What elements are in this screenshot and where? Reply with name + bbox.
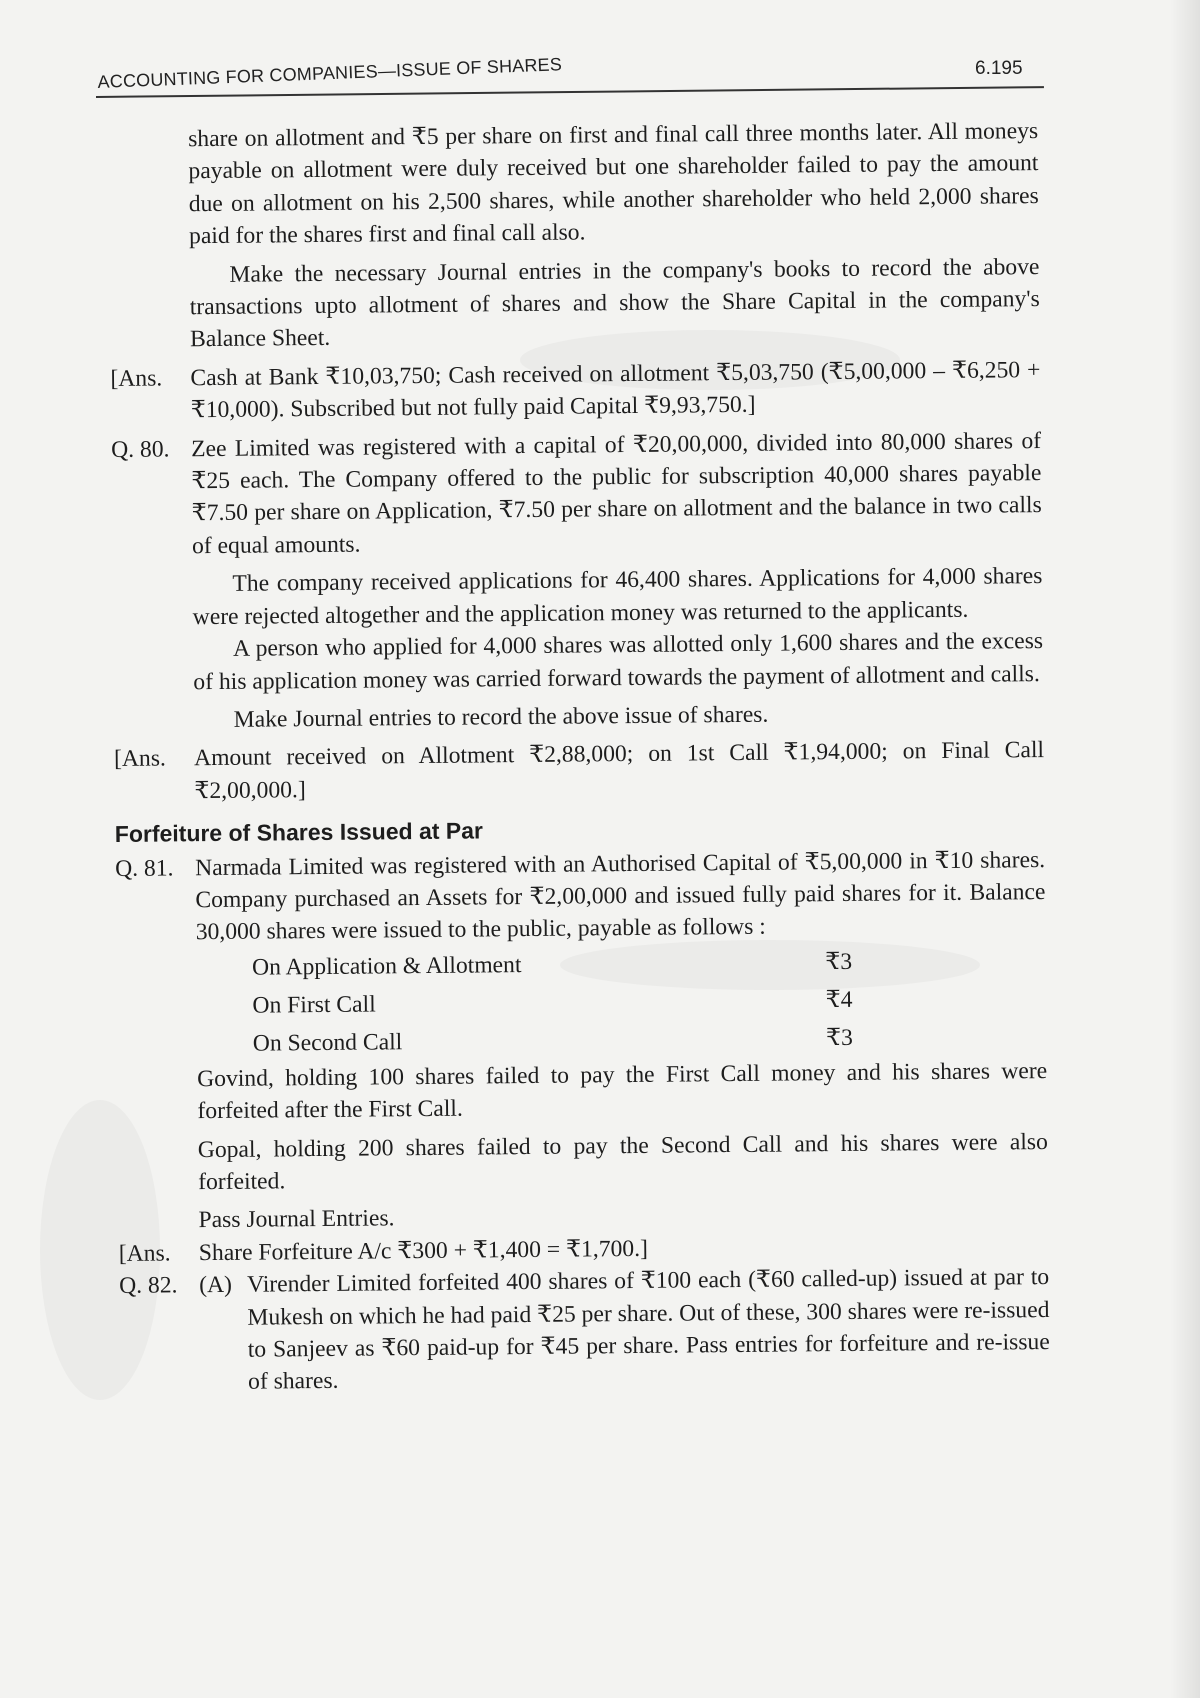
page-number: 6.195 (975, 58, 1023, 79)
sub-question-text: Virender Limited forfeited 400 shares of ₹100 each (₹60 called-up) issued at par to Mukesh on which he had paid ₹25 per share. Out of these, 300 shares were re-issued to Sanjeev as ₹60 paid-up for ₹45 per share. Pass entries for forfeiture and re-issue of shares. (247, 1264, 1050, 1396)
q80-instruction: Make Journal entries to record the above issue of shares. (233, 701, 769, 733)
header-rule (96, 86, 1044, 98)
page-edge-shadow (1170, 0, 1200, 1698)
answer-text: Share Forfeiture A/c ₹300 + ₹1,400 = ₹1,700.] (198, 1235, 649, 1266)
question-text: Narmada Limited was registered with an Authorised Capital of ₹5,00,000 in ₹10 shares. Company purchased an Assets for ₹2,00,000 and issued fully paid shares for it. Balance 30,000 shares were issued to the public, payable as follows : (195, 846, 1046, 946)
answer-label: [Ans. (110, 365, 163, 392)
q80-answer (114, 734, 1045, 808)
question-82 (119, 1261, 1050, 1400)
section-heading: Forfeiture of Shares Issued at Par (114, 817, 484, 848)
q79-instruction: Make the necessary Journal entries in the company's books to record the above transactions upto allotment of shares and show the Share Capital in the company's Balance Sheet. (189, 253, 1040, 353)
schedule-amount: ₹3 (825, 1024, 853, 1051)
question-label: Q. 82. (119, 1272, 178, 1300)
page-body (108, 115, 1050, 1400)
schedule-amount: ₹4 (825, 986, 853, 1013)
q79-answer (110, 354, 1041, 428)
schedule-item: On First Call (252, 991, 376, 1019)
schedule-row (253, 1019, 853, 1063)
q79-continuation-paragraph: share on allotment and ₹5 per share on first and final call three months later. All moneys payable on allotment were duly received but one shareholder failed to pay the amount due on allotment on his 2,500 shares, while another shareholder who held 2,000 shares paid for the shares first and final call also. (188, 118, 1039, 250)
question-label: Q. 81. (115, 854, 174, 882)
question-80 (111, 425, 1042, 564)
question-81 (115, 844, 1046, 950)
q80-paragraph-2: The company received applications for 46,400 shares. Applications for 4,000 shares were rejected altogether and the application money was returned to the applicants. (192, 563, 1043, 630)
schedule-row (252, 943, 852, 987)
answer-label: [Ans. (113, 745, 167, 773)
schedule-item: On Application & Allotment (251, 951, 522, 981)
answer-text: Amount received on Allotment ₹2,88,000; on 1st Call ₹1,94,000; on Final Call ₹2,00,000.] (193, 737, 1045, 804)
question-label: Q. 80. (111, 436, 170, 463)
q81-instruction: Pass Journal Entries. (198, 1205, 395, 1234)
answer-text: Cash at Bank ₹10,03,750; Cash received on allotment ₹5,03,750 (₹5,00,000 – ₹6,250 + ₹10,000). Subscribed but not fully paid Capital ₹9,93,750.] (190, 356, 1041, 424)
schedule-row (252, 981, 852, 1025)
q80-paragraph-3: A person who applied for 4,000 shares was allotted only 1,600 shares and the excess of his application money was carried forward towards the payment of allotment and calls. (193, 628, 1044, 695)
q81-paragraph-2: Govind, holding 100 shares failed to pay the First Call money and his shares were forfeited after the First Call. (197, 1057, 1048, 1125)
sub-question-label: (A) (199, 1272, 233, 1299)
q81-paragraph-3: Gopal, holding 200 shares failed to pay the Second Call and his shares were also forfeited. (197, 1128, 1048, 1196)
answer-label: [Ans. (118, 1240, 171, 1267)
schedule-item: On Second Call (252, 1028, 403, 1057)
running-header-title: ACCOUNTING FOR COMPANIES—ISSUE OF SHARES (97, 54, 563, 93)
schedule-amount: ₹3 (825, 948, 853, 975)
question-text: Zee Limited was registered with a capital of ₹20,00,000, divided into 80,000 shares of ₹25 each. The Company offered to the public for subscription 40,000 shares payable ₹7.50 per share on Application, ₹7.50 per share on allotment and the balance in two calls of equal amounts. (190, 427, 1042, 560)
sub-question (199, 1261, 1050, 1399)
payment-schedule (116, 943, 853, 1064)
